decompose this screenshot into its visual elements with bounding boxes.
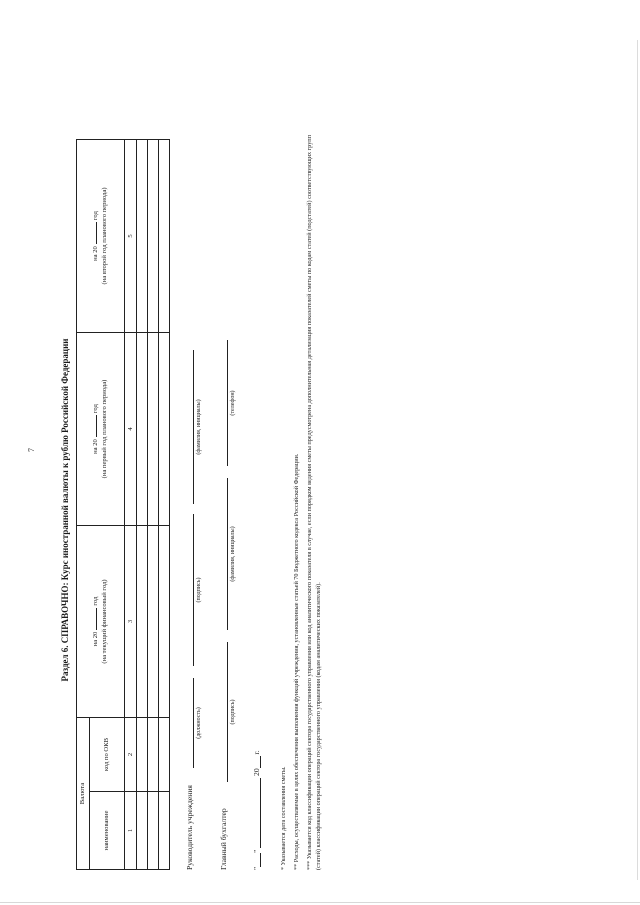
table-cell[interactable] — [148, 718, 159, 792]
table-cell[interactable] — [159, 333, 170, 526]
table-cell[interactable] — [148, 333, 159, 526]
head-position-caption: (должность) — [196, 707, 202, 739]
currency-rate-table — [76, 139, 170, 870]
table-cell[interactable] — [159, 792, 170, 870]
head-name-caption: (фамилия, инициалы) — [196, 399, 202, 455]
year-blank — [96, 222, 97, 244]
table-row — [159, 140, 170, 870]
year-column-3-header — [77, 526, 125, 718]
accountant-phone-line[interactable] — [227, 340, 228, 466]
date-year-suffix: г. — [252, 750, 261, 755]
accountant-label: Главный бухгалтер — [219, 808, 228, 870]
year-prefix: на 20 — [91, 246, 99, 261]
header-row-top — [77, 140, 90, 870]
name-column-header: наименование — [90, 792, 125, 870]
head-signature-row — [178, 140, 208, 870]
table-cell[interactable] — [137, 718, 148, 792]
date-month-field[interactable] — [252, 778, 261, 848]
column-number: 2 — [125, 718, 137, 792]
date-year-prefix: 20 — [252, 768, 261, 776]
table-row — [137, 140, 148, 870]
date-year-field[interactable] — [252, 756, 261, 768]
head-name-line[interactable] — [193, 350, 194, 504]
year-column-5-subtitle: (на второй год планового периода) — [100, 187, 108, 285]
column-number: 4 — [125, 333, 137, 526]
footnotes — [280, 130, 328, 870]
accountant-name-line[interactable] — [227, 478, 228, 630]
footnote: * Указывается дата составления сметы. — [280, 766, 287, 870]
table-cell[interactable] — [159, 718, 170, 792]
table-cell[interactable] — [148, 140, 159, 333]
column-number: 1 — [125, 792, 137, 870]
year-prefix: на 20 — [91, 631, 99, 647]
table-cell[interactable] — [159, 526, 170, 718]
footnote: ** Расходы, осуществляемые в целях обеспечения выполнения функций учреждения, установленные статьей 70 Бюджетного кодекса Российской Федерации. — [292, 453, 300, 870]
date-day-field[interactable] — [252, 853, 261, 867]
year-suffix: год — [91, 596, 99, 606]
year-column-5-header — [77, 140, 125, 333]
section-title: Раздел 6. СПРАВОЧНО: Курс иностранной валюты к рублю Российской Федерации — [60, 338, 70, 682]
column-number: 5 — [125, 140, 137, 333]
head-position-line[interactable] — [193, 678, 194, 768]
year-column-4-subtitle: (на первый год планового периода) — [100, 379, 108, 479]
accountant-name-caption: (фамилия, инициалы) — [230, 526, 236, 582]
year-blank — [96, 608, 97, 630]
footnote: *** Указывается код классификации операций сектора государственного управления или код аналитического показателя в случае, если порядком ведения сметы предусмотрена дополнительная детализация показателей сметы по кодам статей (подстатей) соответствующих групп (статей) классификации операций сектора государственного управления (кодам аналитических показателей). — [305, 135, 322, 870]
rotated-page-content — [60, 40, 630, 870]
table-cell[interactable] — [159, 140, 170, 333]
date-quote-close: " — [252, 849, 261, 853]
table-cell[interactable] — [148, 526, 159, 718]
date-row — [252, 750, 261, 870]
table-cell[interactable] — [137, 333, 148, 526]
head-label: Руководитель учреждения — [185, 785, 194, 870]
okv-code-column-header: код по ОКВ — [90, 718, 125, 792]
table-cell[interactable] — [137, 140, 148, 333]
year-column-3-subtitle: (на текущий финансовый год) — [100, 579, 108, 664]
column-number-row — [125, 140, 137, 870]
column-number: 3 — [125, 526, 137, 718]
currency-rate-table-wrap — [76, 140, 170, 870]
page-number: 7 — [27, 448, 36, 452]
head-signature-caption: (подпись) — [196, 577, 202, 603]
date-quote-open: " — [252, 866, 261, 870]
year-suffix: год — [91, 211, 99, 221]
accountant-signature-caption: (подпись) — [230, 699, 236, 725]
year-column-4-header — [77, 333, 125, 526]
year-blank — [96, 415, 97, 437]
table-cell[interactable] — [137, 526, 148, 718]
table-cell[interactable] — [137, 792, 148, 870]
page-edge-bottom — [0, 902, 640, 903]
accountant-phone-caption: (телефон) — [230, 390, 236, 416]
page-edge-right — [637, 40, 638, 880]
accountant-signature-line[interactable] — [227, 642, 228, 782]
year-suffix: год — [91, 404, 99, 414]
currency-group-header: Валюта — [77, 718, 90, 870]
head-signature-line[interactable] — [193, 514, 194, 666]
table-row — [148, 140, 159, 870]
table-cell[interactable] — [148, 792, 159, 870]
accountant-signature-row — [212, 140, 242, 870]
year-prefix: на 20 — [91, 439, 99, 454]
